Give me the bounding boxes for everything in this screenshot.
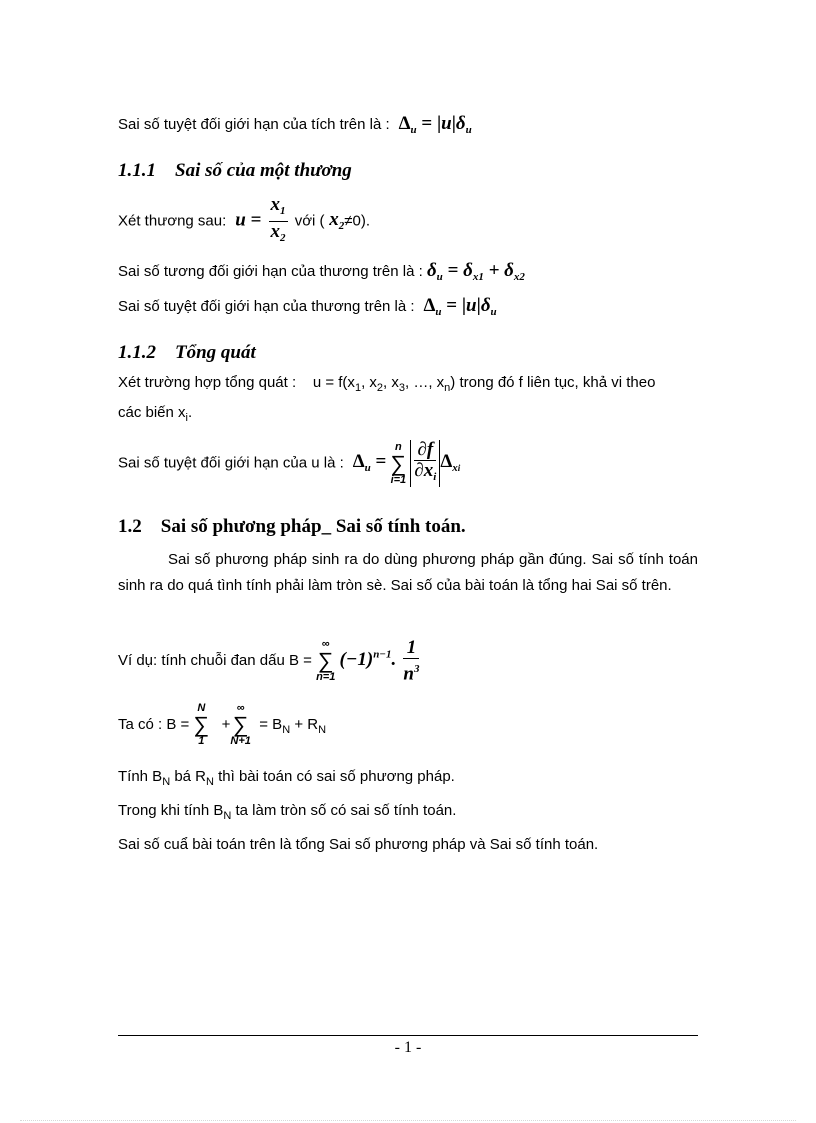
- total-error-line: Sai số cuẩ bài toán trên là tổng Sai số phương pháp và Sai số tính toán.: [118, 836, 599, 853]
- page-bottom-border: [20, 1120, 796, 1121]
- compute-line: Tính $B_N$ bá $R_N$ thì bài toán có sai số phương pháp.: [118, 768, 455, 788]
- formula-quotient-rel: $\delta_u = \delta_{x1} + \delta_{x2}$: [426, 260, 525, 283]
- general-case-line: Xét trường hợp tổng quát : $u = f(x_1$, $x_2$, $x_3$, …, $x_n$) trong đó f liên tục, khả vi theo: [118, 374, 656, 394]
- example-line: Ví dụ: tính chuỗi đan dấu B = ∞ ∑ n=1 $(-1)^{n-1}$. $\frac{1}{n^3}$: [118, 637, 420, 685]
- variables-line: các biến $x_i$.: [118, 404, 193, 424]
- quotient-def-line: Xét thương sau: u = $\frac{x_1}{x_2}$ với ( $x_2\ne 0$).: [118, 194, 371, 244]
- general-abs-error-line: Sai số tuyệt đối giới hạn của u là : $\Delta_u$ = n ∑ i=1 $\frac{\partial f}{\partial x_i}$ $\Delta_{xi}$: [118, 439, 461, 486]
- formula-quotient: u =: [230, 209, 262, 231]
- heading-1-2: 1.2 Sai số phương pháp_ Sai số tính toán.: [118, 516, 466, 537]
- footer-divider: [118, 1035, 698, 1036]
- sum-symbol: n ∑ i=1: [390, 440, 407, 486]
- quotient-abs-error-line: Sai số tuyệt đối giới hạn của thương trên là : $\Delta_u = |u|\delta_u$: [118, 295, 497, 318]
- page-number: - 1 -: [394, 1039, 422, 1056]
- heading-1-1-1: 1.1.1 Sai số của một thương: [118, 160, 352, 181]
- formula-product-abs: $\Delta_u = |u|\delta_u$: [393, 113, 472, 136]
- quotient-rel-error-line: Sai số tương đối giới hạn của thương trên là : $\delta_u = \delta_{x1} + \delta_{x2}$: [118, 260, 525, 283]
- product-abs-error-line: Sai số tuyệt đối giới hạn của tích trên là : $\Delta_u = |u|\delta_u$: [118, 113, 472, 136]
- rounding-line: Trong khi tính $B_N$ ta làm tròn số có sai số tính toán.: [118, 802, 457, 822]
- heading-1-1-2: 1.1.2 Tổng quát: [118, 342, 256, 363]
- formula-quotient-abs: $\Delta_u = |u|\delta_u$: [418, 295, 497, 318]
- method-error-paragraph: Sai số phương pháp sinh ra do dùng phương pháp gần đúng. Sai số tính toán sinh ra do quá tình tính phải làm tròn sè. Sai số của bài toán là tổng hai Sai số trên.: [118, 551, 698, 594]
- split-sum-line: Ta có : B = N ∑ 1 + ∞ ∑ N+1 = $B_N + R_N$: [118, 702, 327, 747]
